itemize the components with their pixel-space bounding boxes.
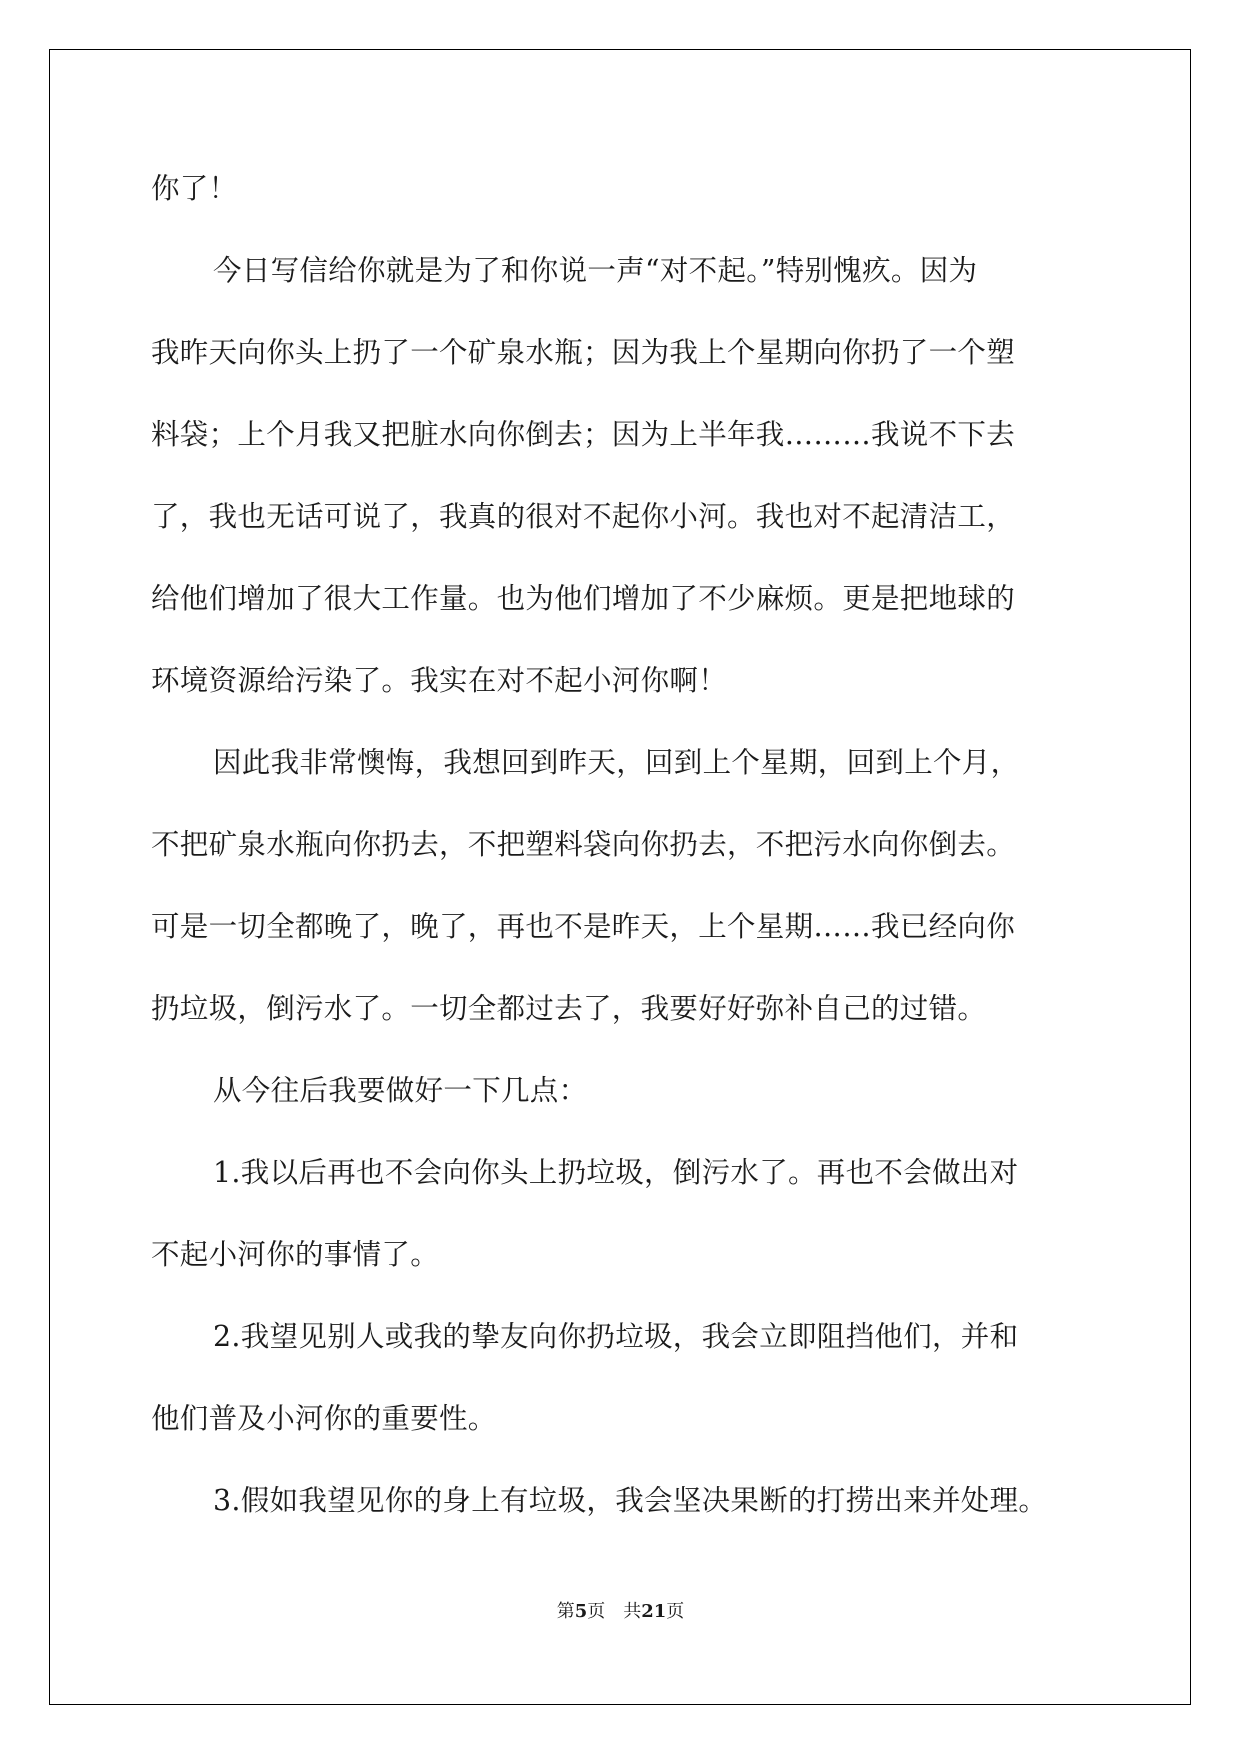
text-line: 他们普及小河你的重要性。 (151, 1402, 497, 1435)
total-prefix: 共 (623, 1601, 642, 1622)
text-line: 3.假如我望见你的身上有垃圾，我会坚决果断的打捞出来并处理。 (213, 1484, 1048, 1517)
text-line: 今日写信给你就是为了和你说一声“对不起。”特别愧疚。因为 (213, 254, 978, 287)
page-suffix: 页 (587, 1601, 606, 1622)
text-line: 给他们增加了很大工作量。也为他们增加了不少麻烦。更是把地球的 (151, 582, 1016, 615)
text-line: 可是一切全都晚了，晚了，再也不是昨天，上个星期……我已经向你 (151, 910, 1016, 943)
text-line: 我昨天向你头上扔了一个矿泉水瓶；因为我上个星期向你扔了一个塑 (151, 336, 1016, 369)
page-footer (0, 1600, 1241, 1624)
text-line: 不起小河你的事情了。 (151, 1238, 440, 1271)
text-line: 了，我也无话可说了，我真的很对不起你小河。我也对不起清洁工， (151, 500, 1016, 533)
text-line: 2.我望见别人或我的挚友向你扔垃圾，我会立即阻挡他们，并和 (213, 1320, 1019, 1353)
text-line: 你了！ (151, 172, 238, 205)
text-line: 因此我非常懊悔，我想回到昨天，回到上个星期，回到上个月， (213, 746, 1020, 779)
page-number: 5 (574, 1601, 588, 1622)
document-body (151, 157, 1091, 1551)
text-line: 从今往后我要做好一下几点： (213, 1074, 588, 1107)
text-line: 环境资源给污染了。我实在对不起小河你啊！ (151, 664, 728, 697)
text-line: 料袋；上个月我又把脏水向你倒去；因为上半年我………我说不下去 (151, 418, 1016, 451)
text-line: 1.我以后再也不会向你头上扔垃圾，倒污水了。再也不会做出对 (213, 1156, 1019, 1189)
text-line: 扔垃圾，倒污水了。一切全都过去了，我要好好弥补自己的过错。 (151, 992, 987, 1025)
total-suffix: 页 (666, 1601, 685, 1622)
total-pages: 21 (641, 1601, 667, 1622)
text-line: 不把矿泉水瓶向你扔去，不把塑料袋向你扔去，不把污水向你倒去。 (151, 828, 1016, 861)
page-prefix: 第 (556, 1601, 575, 1622)
